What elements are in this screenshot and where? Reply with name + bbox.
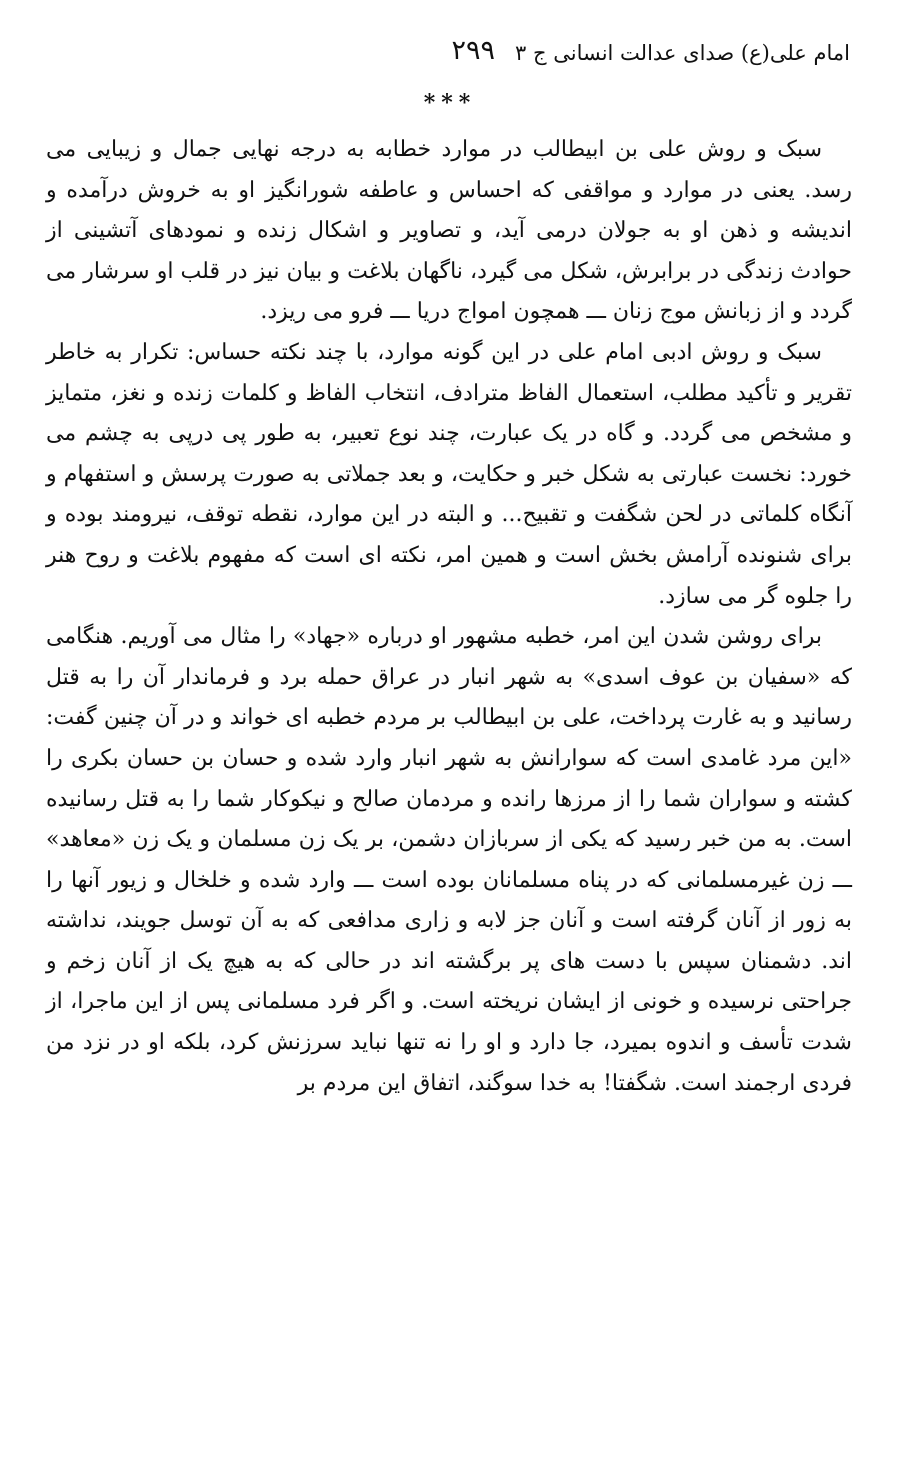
book-title: امام علی(ع) صدای عدالت انسانی ج ۳ bbox=[515, 41, 850, 65]
running-header bbox=[50, 35, 850, 78]
body-text bbox=[46, 130, 852, 1104]
page-number: ۲۹۹ bbox=[451, 35, 495, 66]
paragraph: سبک و روش ادبی امام علی در این گونه موارد، با چند نکته حساس: تکرار به خاطر تقریر و تأکید مطلب، استعمال الفاظ مترادف، انتخاب الفاظ و کلمات زنده و نغز، متمایز و مشخص می گردد. و گاه در یک عبارت، چند نوع تعبیر، به طور پی درپی به چشم می خورد: نخست عبارتی به شکل خبر و حکایت، و بعد جملاتی به صورت پرسش و استفهام و آنگاه کلماتی در لحن شگفت و تقبیح... و البته در این موارد، نقطه توقف، نیرومند بوده و برای شنونده آرامش بخش است و همین امر، نکته ای است که مفهوم بلاغت و روح هنر را جلوه گر می سازد. bbox=[46, 339, 852, 609]
paragraph: برای روشن شدن این امر، خطبه مشهور او درباره «جهاد» را مثال می آوریم. هنگامی که «سفیان بن عوف اسدی» به شهر انبار در عراق حمله برد و فرماندار آن را به قتل رسانید و به غارت پرداخت، علی بن ابیطالب بر مردم خطبه ای خواند و در آن چنین گفت: «این مرد غامدی است که سوارانش به شهر انبار وارد شده و حسان بن حسان بکری را کشته و سواران شما را از مرزها رانده و مردمان صالح و نیکوکار شما را به قتل رسانیده است. به من خبر رسید که یکی از سربازان دشمن، بر یک زن مسلمان و یک زن «معاهد» ـــ زن غیرمسلمانی که در پناه مسلمانان بوده است ـــ وارد شده و خلخال و زیور آنها را به زور از آنان گرفته است و آنان جز لابه و زاری مدافعی که به آن توسل جویند، نداشته اند. دشمنان سپس با دست های پر برگشته اند در حالی که به هیچ یک از آنان زخم و جراحتی نرسیده و خونی از ایشان نریخته است. و اگر فرد مسلمانی پس از این ماجرا، از شدت تأسف و اندوه بمیرد، جا دارد و او را نه تنها نباید سرزنش کرد، بلکه او در نزد من فردی ارجمند است. شگفتا! به خدا سوگند، اتفاق این مردم بر bbox=[46, 624, 853, 1096]
section-separator: *** bbox=[423, 90, 477, 116]
paragraph: سبک و روش علی بن ابیطالب در موارد خطابه به درجه نهایی جمال و زیبایی می رسد. یعنی در موارد و مواقفی که احساس و عاطفه شورانگیز او به خروش درآمده و اندیشه و ذهن او به جولان درمی آید، و تصاویر و اشکال زنده و نمودهای آتشینی از حوادث زندگی در برابرش، شکل می گیرد، ناگهان بلاغت و بیان نیز در قلب او سرشار می گردد و از زبانش موج زنان ـــ همچون امواج دریا ـــ فرو می ریزد. bbox=[46, 137, 852, 325]
